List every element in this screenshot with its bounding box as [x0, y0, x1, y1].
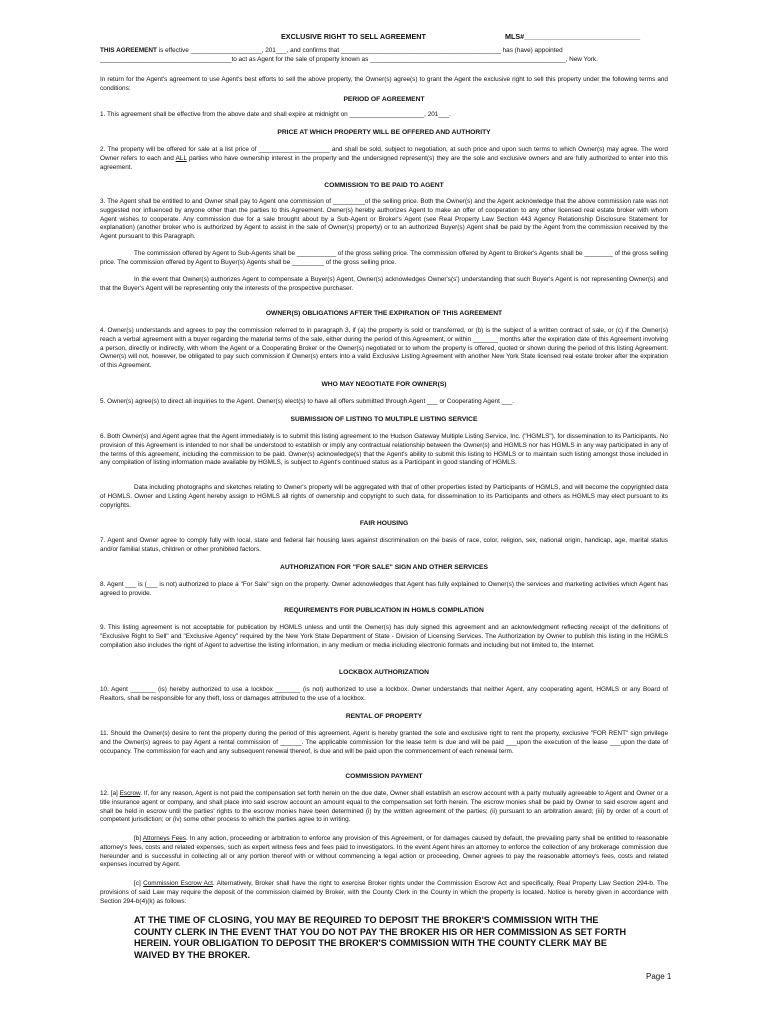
section-title-sign: AUTHORIZATION FOR "FOR SALE" SIGN AND OTHER SERVICES	[280, 564, 488, 571]
all-underlined: ALL	[175, 154, 187, 162]
escrow-heading: Escrow	[119, 790, 141, 797]
section-title-commission-payment: COMMISSION PAYMENT	[345, 773, 423, 780]
section-title-mls: SUBMISSION OF LISTING TO MULTIPLE LISTING SERVICE	[290, 416, 478, 423]
section-title-period: PERIOD OF AGREEMENT	[343, 96, 425, 103]
paragraph-12b: [b] Attorneys Fees. In any action, proceeding or arbitration to enforce any provision of this Agreement, or for damages caused by default, the prevailing party shall be entitled to reasonable attorney's fees, costs and related expenses, such as expert witness fees and fees paid to investigators. In the event Agent hires an attorney to enforce the collection of any brokerage commission due hereunder and is successful in collecting all or any portion thereof with or without commencing a legal action or proceeding, Owner agrees to pay the reasonable attorney's fees, costs and related expenses incurred by Agent.	[100, 835, 669, 869]
section-title-obligations: OWNER(S) OBLIGATIONS AFTER THE EXPIRATION OF THIS AGREEMENT	[265, 310, 503, 317]
paragraph-3-buyers-agent: In the event that Owner(s) authorizes Agent to compensate a Buyer(s) Agent, Owner(s) acknowledges Owner's(s') understanding that such Buyer's Agent is not representing Owner(s) and that the Buyer's Agent will be representing only the interests of the prospective purchaser.	[100, 276, 668, 292]
intro-line-2: _____________________________________to act as Agent for the sale of property known as _______________________________________________________, New York.	[100, 55, 598, 63]
attorneys-fees-heading: Attorneys Fees	[142, 835, 186, 842]
section-title-publication: REQUIREMENTS FOR PUBLICATION IN HGMLS COMPILATION	[284, 607, 484, 614]
intro-paragraph: In return for the Agent's agreement to use Agent's best efforts to sell the above property, the Owner(s) agree(s) to grant the Agent the exclusive right to sell this property under the following terms and conditions:	[100, 76, 668, 92]
paragraph-3: 3. The Agent shall be entitled to and Owner shall pay to Agent one commission of _________of the selling price. Both the Owner(s) and the Agent acknowledge that the above commission rate was not suggested nor influenced by anyone other than the parties to this Agreement. Owner(s) hereby authorizes Agent to make an offer of cooperation to any other licensed real estate broker with whom Agent wishes to cooperate. Any commission due for a sale brought about by a Sub-Agent or Broker's Agent (see Real Property Law Section 443 Agency Relationship Disclosure Statement for explanation) (another broker who is authorized by Agent to assist in the sale of Owner(s) property) or to an authorized Buyer(s) Agent shall be paid by the Agent from the commission received by the Agent pursuant to this Paragraph.	[100, 198, 668, 241]
paragraph-8: 8. Agent ___ is (___ is not) authorized to place a "For Sale" sign on the property. Owner acknowledges that Agent has fully explained to Owner(s) the services and marketing activities which Agent has agreed to provide.	[100, 581, 668, 597]
section-title-price: PRICE AT WHICH PROPERTY WILL BE OFFERED AND AUTHORITY	[277, 129, 491, 136]
section-title-commission: COMMISSION TO BE PAID TO AGENT	[324, 182, 444, 189]
section-title-rental: RENTAL OF PROPERTY	[345, 713, 423, 720]
commission-escrow-act-heading: Commission Escrow Act	[143, 880, 213, 887]
paragraph-6: 6. Both Owner(s) and Agent agree that the Agent immediately is to submit this listing agreement to the Hudson Gateway Multiple Listing Service, Inc. ("HGMLS"), for dissemination to its Participants. No provision of this Agreement is intended to nor shall be understood to establish or imply any contractual relationship between the Owner(s) and HGMLS nor has HGMLS in any way participated in any of the terms of this agreement, including the commission to be paid. Owner(s) acknowledge(s) that the Agent's ability to submit this listing to HGMLS or to maintain such listing amongst those included in any compilation of listing information made available by HGMLS, is subject to Agent's continued status as a Participant in good standing of HGMLS.	[100, 433, 668, 467]
intro-block	[100, 47, 668, 65]
intro-line-1: THIS AGREEMENT is effective ____________________, 201___, and confirms that _____________________________________________ has (have) appointed	[100, 47, 563, 54]
page-number: Page 1	[646, 972, 672, 981]
paragraph-2: 2. The property will be offered for sale at a list price of ____________________ and shall be sold, subject to negotiation, at such price and upon such terms to which Owner(s) may agree. The word Owner refers to each and ALL parties who have ownership interest in the property and the undersigned represent(s) they are the sole and exclusive owners and are fully authorized to enter into this agreement.	[100, 146, 668, 171]
section-title-fair-housing: FAIR HOUSING	[359, 520, 409, 527]
paragraph-12a: 12. [a] Escrow. If, for any reason, Agent is not paid the compensation set forth herein on the due date, Owner shall establish an escrow account with a party mutually agreeable to Agent and Owner or a title insurance agent or company, and shall place into said escrow account an amount equal to the compensation set forth herein. The escrow monies shall be paid by Owner to said escrow agent and shall be held in escrow until the parties' rights to the escrow monies have been determined (i) by the written agreement of the parties; (ii) pursuant to an arbitration award; (iii) by order of a court of competent jurisdiction; or (iv) some other process to which the parties agree to in writing.	[100, 790, 668, 824]
paragraph-10: 10. Agent _______ (is) hereby authorized to use a lockbox _______ (is not) authorized to use a lockbox. Owner understands that neither Agent, any cooperating agent, HGMLS or any Board of Realtors, shall be responsible for any theft, loss or damages attributed to the use of a lockbox.	[100, 686, 668, 702]
paragraph-4: 4. Owner(s) understands and agrees to pay the commission referred to in paragraph 3, if (a) the property is sold or transferred, or (b) is the subject of a written contract of sale, or (c) if the Owner(s) reach a verbal agreement with a buyer regarding the material terms of the sale, either during the period of this Agreement, or within _______ months after the expiration date of this Agreement involving a person, directly or indirectly, with whom the Agent or a Cooperating Broker or the Owner(s) negotiated or to whom the property is offered, quoted or shown during the period of this listing Agreement. Owner(s) will not, however, be obligated to pay such commission if Owner(s) enters into a valid Exclusive Listing Agreement with another New York State licensed real estate broker after the expiration of this Agreement.	[100, 327, 668, 370]
paragraph-12c: [c] Commission Escrow Act. Alternatively, Broker shall have the right to exercise Broker rights under the Commission Escrow Act and specifically, Real Property Law Section 294-b. The provisions of said Law may require the deposit of the commission claimed by Broker, with the County Clerk in the County in which the property is located. Notice is hereby given in accordance with Section 294-b(4)(k) as follows:	[100, 880, 668, 905]
document-title: EXCLUSIVE RIGHT TO SELL AGREEMENT	[281, 32, 426, 41]
section-title-lockbox: LOCKBOX AUTHORIZATION	[339, 669, 429, 676]
paragraph-11: 11. Should the Owner(s) desire to rent the property during the period of this agreement, Agent is hereby granted the sole and exclusive right to rent the property, exclusive "FOR RENT" sign privilege and the Owner(s) agrees to pay Agent a rental commission of ______. The applicable commission for the lease term is due and will be paid ___upon the execution of the lease ___upon the date of occupancy. The commission for each and any subsequent renewal thereof, is due and will be paid upon the commencement of each renewal term.	[100, 730, 668, 755]
paragraph-3-subagents: The commission offered by Agent to Sub-Agents shall be ___________ of the gross selling price. The commission offered by Agent to Broker's Agents shall be ________ of the gross selling price. The commission offered by Agent to Buyer(s) Agents shall be _________ of the gross selling price.	[100, 250, 668, 266]
paragraph-1: 1. This agreement shall be effective from the above date and shall expire at midnight on _____________________, 201___.	[100, 111, 451, 118]
section-title-negotiate: WHO MAY NEGOTIATE FOR OWNER(S)	[321, 381, 447, 388]
paragraph-5: 5. Owner(s) agree(s) to direct all inquiries to the Agent. Owner(s) elect(s) to have all offers submitted through Agent ___ or Cooperating Agent ___.	[100, 398, 515, 405]
paragraph-6-data: Data including photographs and sketches relating to Owner's property will be aggregated with that of other properties listed by Participants of HGMLS, and will become the copyrighted data of HGMLS. Owner and Listing Agent hereby assign to HGMLS all rights of ownership and copyright to such data, for dissemination to its Participants and others as HGMLS may elect pursuant to its copyrights.	[100, 484, 668, 509]
mls-number: MLS#_____________________________	[505, 32, 641, 41]
closing-notice: AT THE TIME OF CLOSING, YOU MAY BE REQUIRED TO DEPOSIT THE BROKER'S COMMISSION WITH THE COUNTY CLERK IN THE EVENT THAT YOU DO NOT PAY THE BROKER HIS OR HER COMMISSION AS SET FORTH HEREIN. YOUR OBLIGATION TO DEPOSIT THE BROKER'S COMMISSION WITH THE COUNTY CLERK MAY BE WAIVED BY THE BROKER.	[134, 915, 627, 960]
paragraph-9: 9. This listing agreement is not acceptable for publication by HGMLS unless and until the Owner(s) has duly signed this agreement and an acknowledgment reflecting receipt of the definitions of "Exclusive Right to Sell" and "Exclusive Agency" required by the New York State Department of State - Division of Licensing Services. The Authorization by Owner to publish this listing in the HGMLS compilation also includes the right of Agent to advertise the listing information, in any medium or media including electronic formats and including but not limited to, the Internet.	[100, 624, 668, 649]
intro-lead: THIS AGREEMENT	[100, 47, 157, 54]
paragraph-7: 7. Agent and Owner agree to comply fully with local, state and federal fair housing laws against discrimination on the basis of race, color, religion, sex, national origin, handicap, age, marital status and/or familial status, children or other prohibited factors.	[100, 537, 668, 553]
